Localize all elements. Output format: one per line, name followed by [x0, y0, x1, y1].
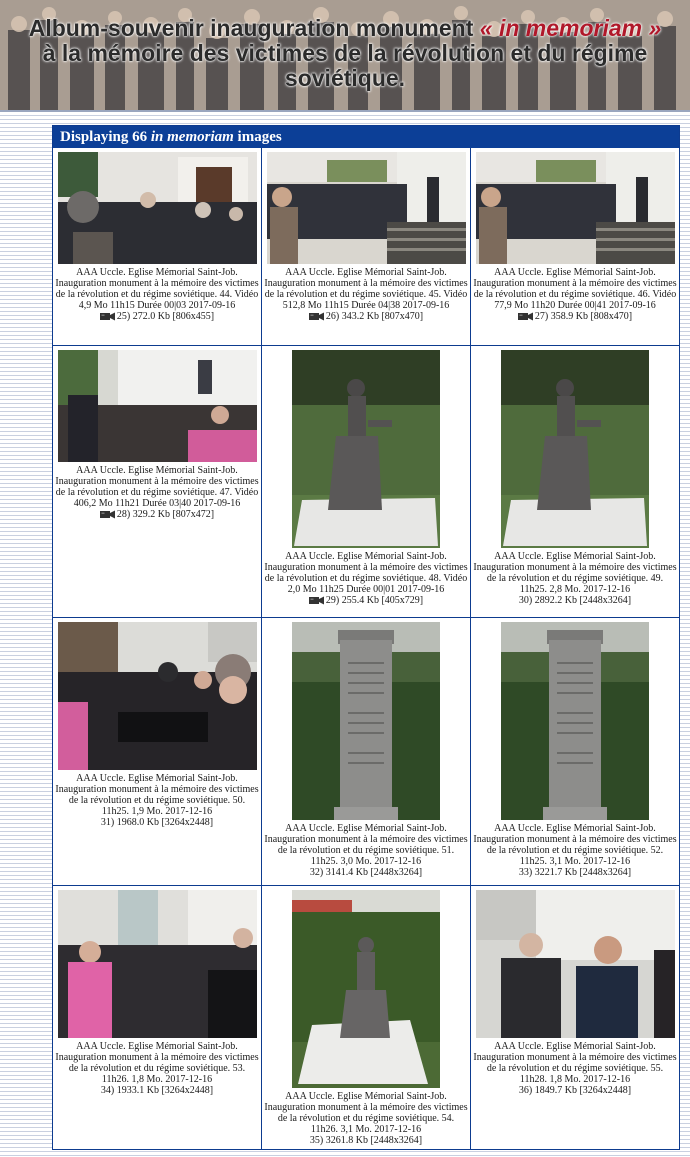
gallery-cell[interactable] [262, 346, 471, 618]
gallery-cell[interactable] [262, 148, 471, 346]
thumbnail-image[interactable] [58, 890, 257, 1038]
image-size-text: 31) 1968.0 Kb [3264x2448] [100, 817, 214, 828]
page-title [0, 16, 690, 91]
image-size-info [53, 509, 261, 520]
image-size-text: 36) 1849.7 Kb [3264x2448] [518, 1085, 632, 1096]
image-caption: AAA Uccle. Eglise Mémorial Saint-Job. Inauguration monument à la mémoire des victimes de la révolution et du régime soviétique. 53. 11h26. 1,8 Mo. 2017-12-16 [55, 1041, 259, 1085]
gallery-cell[interactable] [471, 618, 679, 886]
image-size-info [262, 1135, 470, 1146]
image-size-text: 25) 272.0 Kb [806x455] [116, 311, 215, 322]
thumbnail-image[interactable] [58, 152, 257, 264]
gallery-suffix: images [233, 129, 282, 145]
image-caption: AAA Uccle. Eglise Mémorial Saint-Job. Inauguration monument à la mémoire des victimes de la révolution et du régime soviétique. 49. 11h25. 2,8 Mo. 2017-12-16 [473, 551, 677, 595]
image-caption: AAA Uccle. Eglise Mémorial Saint-Job. Inauguration monument à la mémoire des victimes de la révolution et du régime soviétique. 51. 11h25. 3,0 Mo. 2017-12-16 [264, 823, 468, 867]
video-camera-icon [518, 312, 534, 321]
thumbnail-image[interactable] [501, 350, 649, 548]
thumbnail-image[interactable] [292, 622, 440, 820]
gallery-header [53, 126, 679, 148]
image-size-text: 27) 358.9 Kb [808x470] [534, 311, 633, 322]
image-caption: AAA Uccle. Eglise Mémorial Saint-Job. Inauguration monument à la mémoire des victimes de la révolution et du régime soviétique. 45. Vidéo 512,8 Mo 11h15 Durée 04|38 2017-09-16 [264, 267, 468, 311]
header-banner [0, 0, 690, 110]
image-size-text: 26) 343.2 Kb [807x470] [325, 311, 424, 322]
video-camera-icon [309, 596, 325, 605]
title-part1: Album-souvenir inauguration monument [28, 15, 480, 41]
image-size-text: 30) 2892.2 Kb [2448x3264] [518, 595, 632, 606]
gallery-count-text: Displaying 66 [60, 129, 151, 145]
title-emphasis: « in memoriam » [479, 15, 662, 41]
image-caption: AAA Uccle. Eglise Mémorial Saint-Job. Inauguration monument à la mémoire des victimes de la révolution et du régime soviétique. 48. Vidéo 2,0 Mo 11h25 Durée 00|01 2017-09-16 [264, 551, 468, 595]
gallery-cell[interactable] [53, 148, 262, 346]
image-size-info [262, 311, 470, 322]
image-size-info [262, 867, 470, 878]
image-caption: AAA Uccle. Eglise Mémorial Saint-Job. Inauguration monument à la mémoire des victimes de la révolution et du régime soviétique. 50. 11h25. 1,9 Mo. 2017-12-16 [55, 773, 259, 817]
video-camera-icon [309, 312, 325, 321]
title-part2: à la mémoire des victimes de la révolution et du régime soviétique. [42, 40, 648, 91]
thumbnail-image[interactable] [476, 152, 675, 264]
image-size-info [53, 1085, 261, 1096]
thumbnail-image[interactable] [292, 350, 440, 548]
image-size-text: 32) 3141.4 Kb [2448x3264] [309, 867, 423, 878]
image-size-text: 33) 3221.7 Kb [2448x3264] [518, 867, 632, 878]
video-camera-icon [100, 510, 116, 519]
image-size-text: 29) 255.4 Kb [405x729] [325, 595, 424, 606]
image-gallery [52, 125, 680, 1150]
image-size-text: 34) 1933.1 Kb [3264x2448] [100, 1085, 214, 1096]
thumbnail-image[interactable] [292, 890, 440, 1088]
image-size-info [471, 867, 679, 878]
image-size-info [53, 817, 261, 828]
gallery-cell[interactable] [471, 346, 679, 618]
image-size-info [471, 595, 679, 606]
image-caption: AAA Uccle. Eglise Mémorial Saint-Job. Inauguration monument à la mémoire des victimes de la révolution et du régime soviétique. 54. 11h26. 3,1 Mo. 2017-12-16 [264, 1091, 468, 1135]
image-caption: AAA Uccle. Eglise Mémorial Saint-Job. Inauguration monument à la mémoire des victimes de la révolution et du régime soviétique. 47. Vidéo 406,2 Mo 11h21 Durée 03|40 2017-09-16 [55, 465, 259, 509]
gallery-cell[interactable] [53, 346, 262, 618]
thumbnail-image[interactable] [58, 622, 257, 770]
gallery-cell[interactable] [471, 886, 679, 1150]
image-size-info [471, 311, 679, 322]
image-size-info [471, 1085, 679, 1096]
gallery-album-name: in memoriam [150, 129, 234, 145]
gallery-cell[interactable] [471, 148, 679, 346]
thumbnail-image[interactable] [501, 622, 649, 820]
image-caption: AAA Uccle. Eglise Mémorial Saint-Job. Inauguration monument à la mémoire des victimes de la révolution et du régime soviétique. 52. 11h25. 3,1 Mo. 2017-12-16 [473, 823, 677, 867]
thumbnail-image[interactable] [476, 890, 675, 1038]
gallery-cell[interactable] [53, 886, 262, 1150]
banner-divider [0, 110, 690, 112]
image-size-text: 28) 329.2 Kb [807x472] [116, 509, 215, 520]
image-size-info [262, 595, 470, 606]
image-size-info [53, 311, 261, 322]
image-caption: AAA Uccle. Eglise Mémorial Saint-Job. Inauguration monument à la mémoire des victimes de la révolution et du régime soviétique. 44. Vidéo 4,9 Mo 11h15 Durée 00|03 2017-09-16 [55, 267, 259, 311]
video-camera-icon [100, 312, 116, 321]
thumbnail-image[interactable] [267, 152, 466, 264]
gallery-grid [53, 148, 679, 1150]
image-caption: AAA Uccle. Eglise Mémorial Saint-Job. Inauguration monument à la mémoire des victimes de la révolution et du régime soviétique. 46. Vidéo 77,9 Mo 11h20 Durée 00|41 2017-09-16 [473, 267, 677, 311]
thumbnail-image[interactable] [58, 350, 257, 462]
image-size-text: 35) 3261.8 Kb [2448x3264] [309, 1135, 423, 1146]
gallery-cell[interactable] [262, 618, 471, 886]
gallery-cell[interactable] [262, 886, 471, 1150]
gallery-cell[interactable] [53, 618, 262, 886]
image-caption: AAA Uccle. Eglise Mémorial Saint-Job. Inauguration monument à la mémoire des victimes de la révolution et du régime soviétique. 55. 11h28. 1,8 Mo. 2017-12-16 [473, 1041, 677, 1085]
